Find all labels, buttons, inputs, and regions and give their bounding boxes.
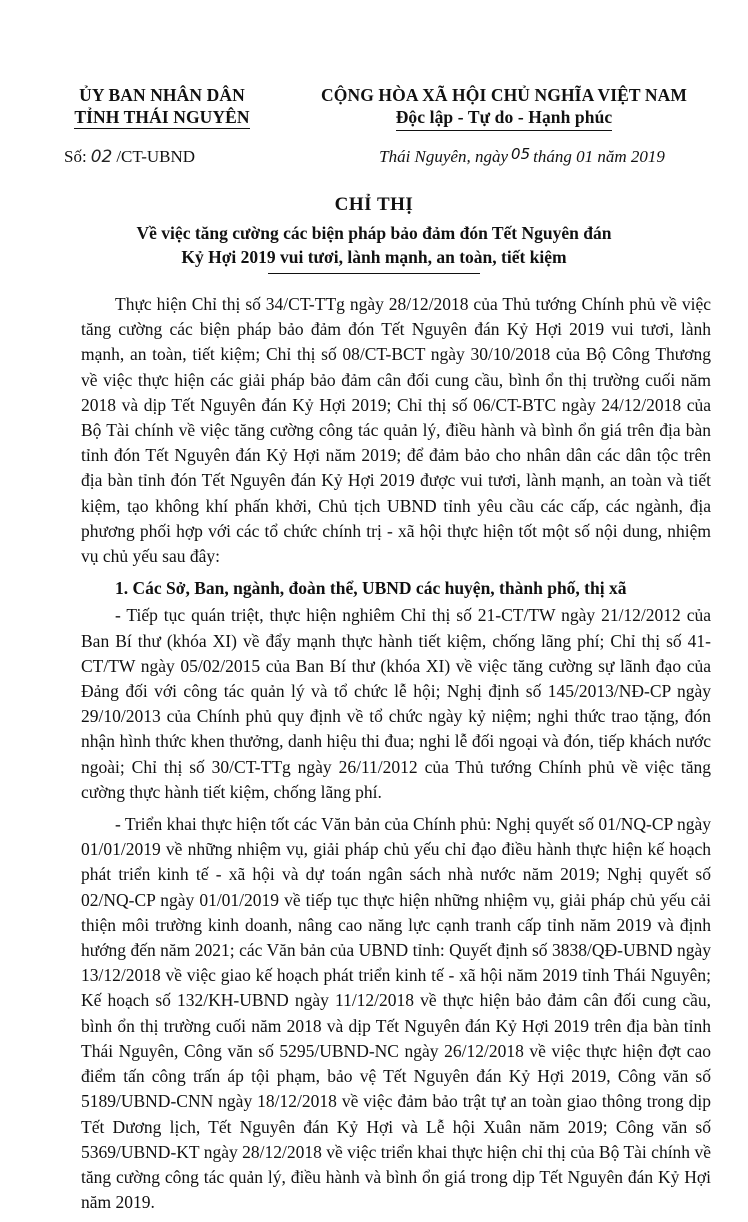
document-number-handwritten: 02 — [90, 147, 113, 167]
agency-name-line2 — [46, 106, 278, 128]
agency-name-line2-text: TỈNH THÁI NGUYÊN — [74, 107, 250, 127]
national-motto-line — [296, 106, 712, 131]
subtitle-line1: Về việc tăng cường các biện pháp bảo đảm đón Tết Nguyên đán — [136, 223, 612, 243]
national-motto: Độc lập - Tự do - Hạnh phúc — [396, 106, 613, 131]
issuing-agency-block — [46, 84, 278, 128]
national-title: CỘNG HÒA XÃ HỘI CHỦ NGHĨA VIỆT NAM — [321, 85, 687, 105]
document-body — [81, 292, 711, 1222]
title-underline — [268, 273, 480, 274]
section-1-paragraph-2: - Triển khai thực hiện tốt các Văn bản của Chính phủ: Nghị quyết số 01/NQ-CP ngày 01/01/2019 về những nhiệm vụ, giải pháp chủ yếu chỉ đạo điều hành thực hiện kế hoạch phát triển kinh tế - xã hội và dự toán ngân sách nhà nước năm 2019; Nghị quyết số 02/NQ-CP ngày 01/01/2019 về tiếp tục thực hiện những nhiệm vụ, giải pháp chủ yếu cải thiện môi trường kinh doanh, nâng cao năng lực cạnh tranh cấp tỉnh năm 2019 và định hướng đến năm 2021; các Văn bản của UBND tỉnh: Quyết định số 3838/QĐ-UBND ngày 13/12/2018 về việc giao kế hoạch phát triển kinh tế - xã hội năm 2019 tỉnh Thái Nguyên; Kế hoạch số 132/KH-UBND ngày 11/12/2018 về thực hiện bảo đảm cân đối cung cầu, bình ổn thị trường cuối năm 2018 và dịp Tết Nguyên đán Kỷ Hợi 2019 trên địa bàn tỉnh Thái Nguyên, Công văn số 5295/UBND-NC ngày 26/12/2018 về việc thực hiện đợt cao điểm tấn công trấn áp tội phạm, bảo vệ Tết Nguyên đán Kỷ Hợi 2019, Công văn số 5189/UBND-CNN ngày 18/12/2018 về việc đảm bảo trật tự an toàn giao thông trong dịp Tết Dương lịch, Tết Nguyên đán Kỷ Hợi và Lễ hội Xuân năm 2019; Công văn số 5369/UBND-KT ngày 28/12/2018 về việc triển khai thực hiện chỉ thị của Bộ Tài chính về tăng cường công tác quản lý, điều hành và bình ổn giá trong dịp Tết Nguyên đán Kỷ Hợi năm 2019. — [81, 814, 711, 1213]
issue-date-after: tháng 01 năm 2019 — [533, 147, 665, 166]
issue-date-before: Thái Nguyên, ngày — [379, 147, 509, 166]
issue-date — [332, 147, 712, 167]
document-subtitle — [40, 221, 708, 269]
document-number-prefix: Số: — [64, 147, 87, 166]
intro-paragraph: Thực hiện Chỉ thị số 34/CT-TTg ngày 28/12/2018 của Thủ tướng Chính phủ về việc tăng cường các biện pháp bảo đảm đón Tết Nguyên đán Kỷ Hợi 2019 vui tươi, lành mạnh, an toàn, tiết kiệm; Chỉ thị số 08/CT-BCT ngày 30/10/2018 của Bộ Công Thương về việc thực hiện các giải pháp bảo đảm cân đối cung cầu, bình ổn thị trường cuối năm 2018 và dịp Tết Nguyên đán Kỷ Hợi 2019; Chỉ thị số 06/CT-BTC ngày 24/12/2018 của Bộ Tài chính về việc tăng cường công tác quản lý, điều hành và bình ổn giá trên địa bàn tỉnh đón Tết Nguyên đán Kỷ Hợi năm 2019; để đảm bảo cho nhân dân các dân tộc trên địa bàn tỉnh đón Tết Nguyên đán Kỷ Hợi 2019 được vui tươi, lành mạnh, an toàn và tiết kiệm, tạo không khí phấn khởi, Chủ tịch UBND tỉnh yêu cầu các cấp, các ngành, địa phương phối hợp với các tổ chức chính trị - xã hội thực hiện tốt một số nội dung, nhiệm vụ chủ yếu sau đây: — [81, 294, 711, 567]
agency-name-line1: ỦY BAN NHÂN DÂN — [79, 85, 245, 105]
section-1-heading: 1. Các Sở, Ban, ngành, đoàn thể, UBND các huyện, thành phố, thị xã — [115, 578, 627, 599]
document-title: CHỈ THỊ — [334, 194, 414, 215]
document-number-suffix: /CT-UBND — [116, 147, 196, 166]
subtitle-line2: Kỷ Hợi 2019 vui tươi, lành mạnh, an toàn, tiết kiệm — [181, 247, 567, 267]
section-1-paragraph-1: - Tiếp tục quán triệt, thực hiện nghiêm Chỉ thị số 21-CT/TW ngày 21/12/2012 của Ban Bí thư (khóa XI) về đẩy mạnh thực hành tiết kiệm, chống lãng phí; Chỉ thị số 41-CT/TW ngày 05/02/2015 của Ban Bí thư (khóa XI) về việc tăng cường sự lãnh đạo của Đảng đối với công tác quản lý và tổ chức lễ hội; Nghị định số 145/2013/NĐ-CP ngày 29/10/2013 của Chính phủ quy định về tổ chức ngày kỷ niệm; nghi thức trao tặng, đón nhận hình thức khen thưởng, danh hiệu thi đua; nghi lễ đối ngoại và đón, tiếp khách nước ngoài; Chỉ thị số 30/CT-TTg ngày 26/11/2012 của Thủ tướng Chính phủ về việc tăng cường thực hành tiết kiệm, chống lãng phí. — [81, 605, 711, 802]
national-heading-block — [296, 84, 712, 131]
document-number — [64, 147, 195, 167]
issue-date-day-handwritten: 05 — [511, 145, 531, 163]
